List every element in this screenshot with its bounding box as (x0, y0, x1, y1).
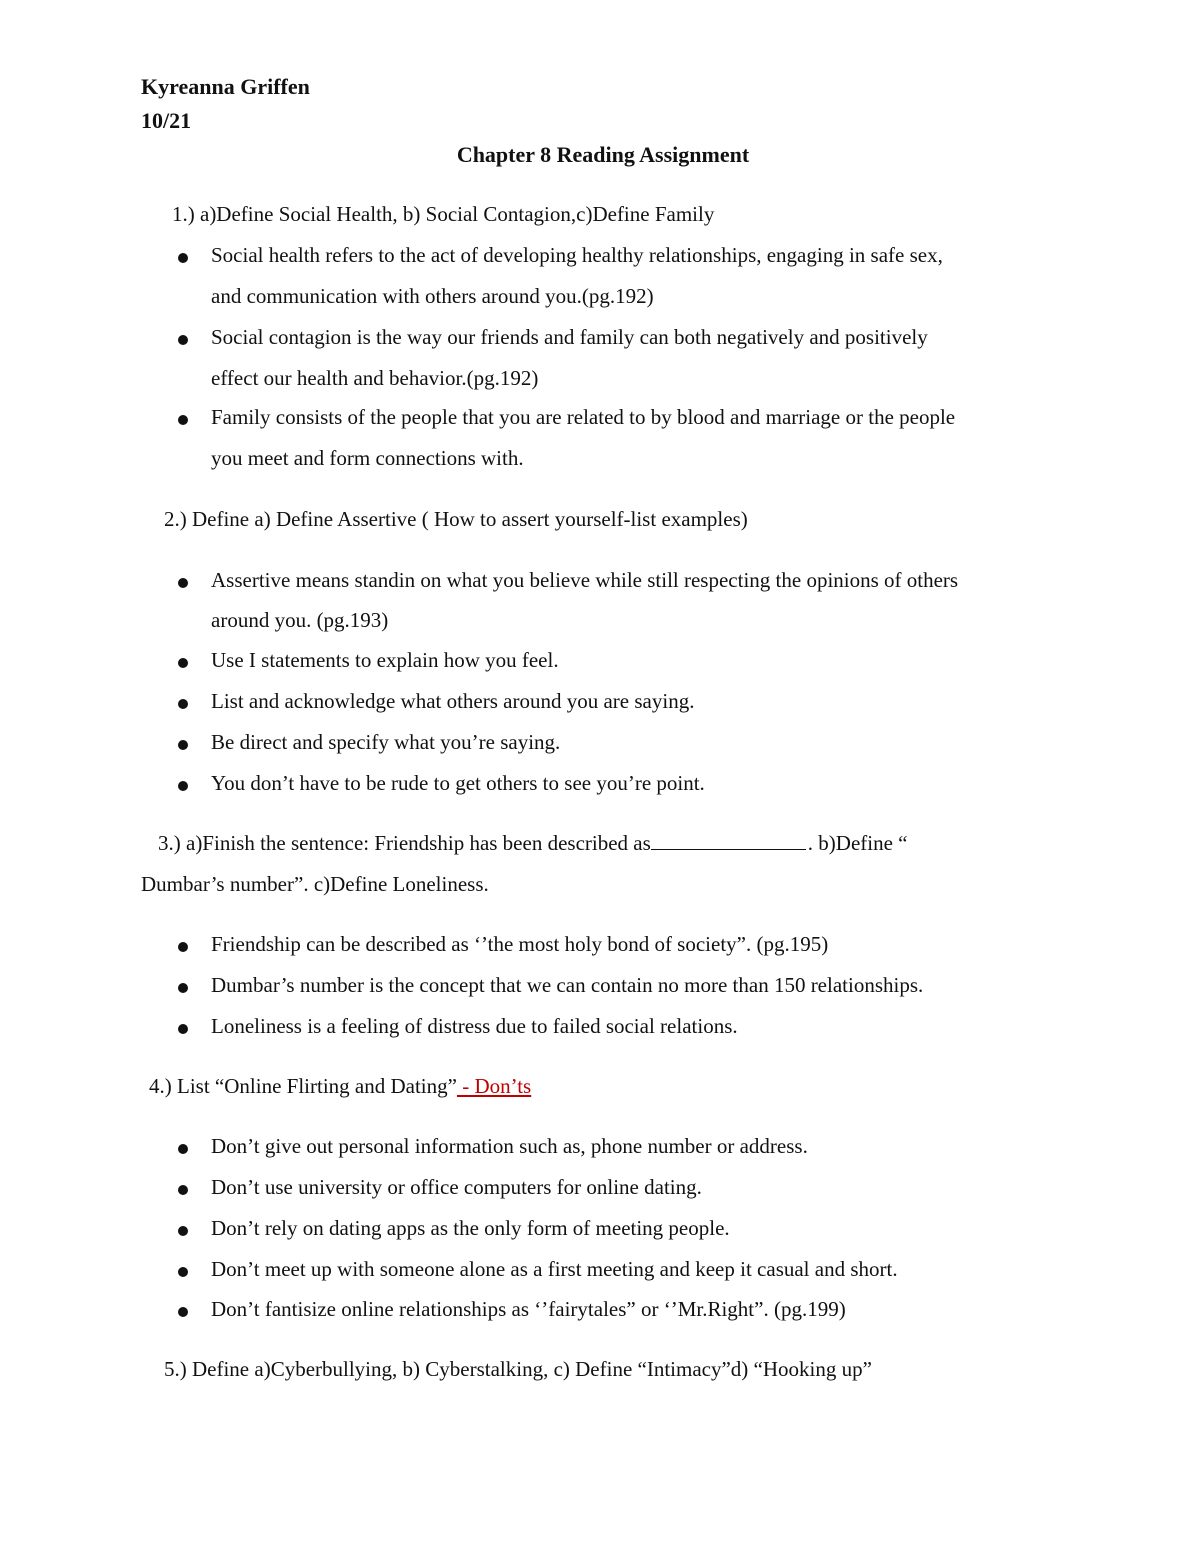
list-item-line: Don’t give out personal information such as, phone number or address. (211, 1134, 808, 1158)
bullet-icon (178, 1267, 188, 1277)
question-4-prompt-text: 4.) List “Online Flirting and Dating” (149, 1074, 457, 1098)
list-item-line: you meet and form connections with. (211, 446, 524, 470)
bullet-icon (178, 578, 188, 588)
bullet-icon (178, 1144, 188, 1154)
fill-in-blank (651, 831, 806, 850)
list-item-line: Don’t meet up with someone alone as a first meeting and keep it casual and short. (211, 1257, 898, 1281)
bullet-icon (178, 781, 188, 791)
list-item-line: around you. (pg.193) (211, 608, 389, 632)
bullet-icon (178, 1226, 188, 1236)
list-item-line: Don’t fantisize online relationships as ‘’fairytales” or ‘’Mr.Right”. (pg.199) (211, 1297, 846, 1321)
list-item-line: List and acknowledge what others around you are saying. (211, 689, 695, 713)
question-3-prompt (158, 831, 908, 856)
list-item-line: Social contagion is the way our friends and family can both negatively and positively (211, 325, 928, 349)
question-5-prompt: 5.) Define a)Cyberbullying, b) Cyberstalking, c) Define “Intimacy”d) “Hooking up” (164, 1357, 872, 1381)
bullet-icon (178, 1307, 188, 1317)
list-item-line: Use I statements to explain how you feel. (211, 648, 559, 672)
page-title: Chapter 8 Reading Assignment (456, 142, 750, 167)
list-item-line: Don’t use university or office computers for online dating. (211, 1175, 702, 1199)
question-3-prompt-line-2: Dumbar’s number”. c)Define Loneliness. (141, 872, 489, 896)
question-3-prompt-start: 3.) a)Finish the sentence: Friendship has been described as (158, 831, 651, 855)
bullet-icon (178, 740, 188, 750)
list-item-line: effect our health and behavior.(pg.192) (211, 366, 539, 390)
list-item-line: Be direct and specify what you’re saying. (211, 730, 561, 754)
bullet-icon (178, 253, 188, 263)
question-2-prompt: 2.) Define a) Define Assertive ( How to assert yourself-list examples) (164, 507, 748, 531)
bullet-icon (178, 335, 188, 345)
bullet-icon (178, 1024, 188, 1034)
bullet-icon (178, 983, 188, 993)
list-item-line: Loneliness is a feeling of distress due to failed social relations. (211, 1014, 738, 1038)
bullet-icon (178, 942, 188, 952)
bullet-icon (178, 415, 188, 425)
list-item-line: Don’t rely on dating apps as the only form of meeting people. (211, 1216, 730, 1240)
question-4-highlight: - Don’ts (456, 1074, 532, 1098)
question-4-prompt (149, 1074, 531, 1099)
date: 10/21 (141, 108, 192, 133)
list-item-line: Dumbar’s number is the concept that we can contain no more than 150 relationships. (211, 973, 924, 997)
list-item-line: Assertive means standin on what you believe while still respecting the opinions of others (211, 568, 959, 592)
question-1-prompt: 1.) a)Define Social Health, b) Social Contagion,c)Define Family (172, 202, 715, 226)
bullet-icon (178, 1185, 188, 1195)
bullet-icon (178, 699, 188, 709)
question-3-prompt-end: . b)Define “ (807, 831, 908, 855)
list-item-line: Family consists of the people that you are related to by blood and marriage or the people (211, 405, 956, 429)
list-item-line: Social health refers to the act of developing healthy relationships, engaging in safe sex, (211, 243, 943, 267)
list-item-line: and communication with others around you.(pg.192) (211, 284, 654, 308)
bullet-icon (178, 658, 188, 668)
list-item-line: You don’t have to be rude to get others to see you’re point. (211, 771, 705, 795)
list-item-line: Friendship can be described as ‘’the most holy bond of society”. (pg.195) (211, 932, 829, 956)
author-name: Kyreanna Griffen (141, 74, 310, 99)
